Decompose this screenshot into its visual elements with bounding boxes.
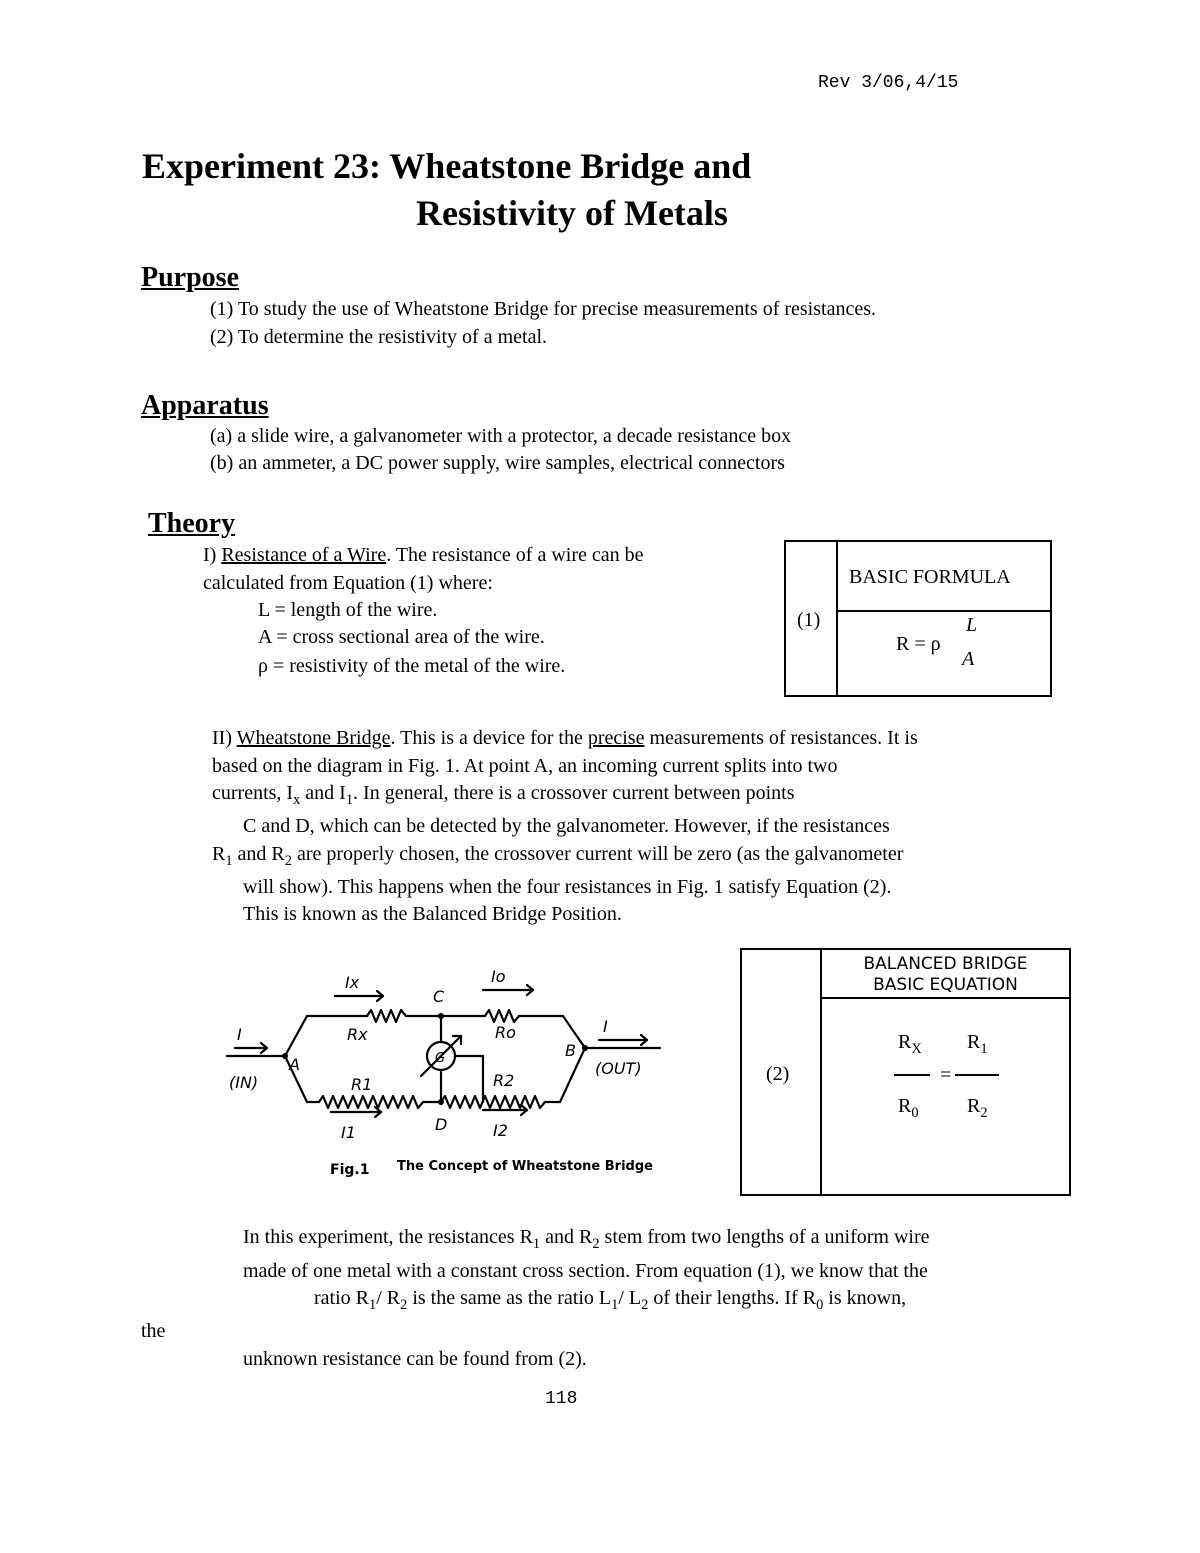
wheatstone-bridge-label: Wheatstone Bridge xyxy=(236,727,391,749)
closing-line1: In this experiment, the resistances $R_1$ and $R_2$ stem from two lengths of a uniform wire xyxy=(243,1226,930,1253)
resistor-r1 xyxy=(319,1096,423,1108)
label-rx: Rx xyxy=(347,1025,368,1044)
theory-part2-line7: This is known as the Balanced Bridge Position. xyxy=(243,903,622,925)
resistance-of-wire-label: Resistance of a Wire xyxy=(221,544,387,566)
closing-line2: made of one metal with a constant cross section. From equation (1), we know that the xyxy=(243,1260,928,1282)
formula1-header: BASIC FORMULA xyxy=(849,566,1011,588)
label-g: G xyxy=(435,1051,446,1066)
label-in: (IN) xyxy=(229,1073,259,1092)
def-area: A = cross sectional area of the wire. xyxy=(258,626,545,648)
formula1-denominator: A xyxy=(962,648,975,670)
label-r1: R1 xyxy=(351,1075,373,1094)
label-i-in: I xyxy=(237,1025,242,1044)
precise-word: precise xyxy=(587,727,645,749)
eq-equals: = xyxy=(940,1064,952,1086)
label-ro: Ro xyxy=(495,1023,516,1042)
label-b: B xyxy=(565,1041,576,1060)
label-ix: Ix xyxy=(345,973,360,992)
theory-part2-line3: currents, $I_x$ and $I_1$. In general, there is a crossover current between points xyxy=(212,782,795,809)
wheatstone-bridge-figure xyxy=(215,960,675,1185)
eq-r0: $R_0$ xyxy=(898,1095,919,1122)
label-a: A xyxy=(289,1055,300,1074)
basic-formula-box xyxy=(784,540,1052,697)
theory-part2-line2: based on the diagram in Fig. 1. At point A, an incoming current splits into two xyxy=(212,755,838,777)
eq-r2: $R_2$ xyxy=(967,1095,988,1122)
page-title-line2: Resistivity of Metals xyxy=(416,193,728,233)
apparatus-heading: Apparatus xyxy=(141,390,269,421)
label-d: D xyxy=(435,1115,448,1134)
formula2-header-line1: BALANCED BRIDGE xyxy=(863,954,1028,974)
resistor-ro xyxy=(485,1010,519,1022)
eq-fraction-bar-right xyxy=(955,1074,999,1076)
closing-line4: unknown resistance can be found from (2). xyxy=(243,1348,587,1370)
formula1-divider xyxy=(836,540,838,697)
resistor-rx xyxy=(367,1010,406,1022)
formula2-header-rule xyxy=(820,997,1071,999)
label-i-out: I xyxy=(603,1017,608,1036)
apparatus-item-b: (b) an ammeter, a DC power supply, wire samples, electrical connectors xyxy=(210,452,785,474)
purpose-item-1: (1) To study the use of Wheatstone Bridge for precise measurements of resistances. xyxy=(210,298,876,320)
theory-heading: Theory xyxy=(148,508,236,539)
theory-part1-line1: I) Resistance of a Wire. The resistance of a wire can be xyxy=(203,544,644,566)
closing-stray-word: the xyxy=(141,1320,166,1342)
formula2-header-line2: BASIC EQUATION xyxy=(873,975,1018,995)
def-resistivity: ρ = resistivity of the metal of the wire. xyxy=(258,655,566,677)
purpose-heading: Purpose xyxy=(141,262,239,293)
theory-part1-line2: calculated from Equation (1) where: xyxy=(203,572,493,594)
theory-part2-line6: will show). This happens when the four resistances in Fig. 1 satisfy Equation (2). xyxy=(243,876,892,898)
eq-rx: $R_X$ xyxy=(898,1031,922,1058)
theory-part2-line4: C and D, which can be detected by the galvanometer. However, if the resistances xyxy=(243,815,890,837)
page-title-line1: Experiment 23: Wheatstone Bridge and xyxy=(142,146,752,186)
formula1-header-rule xyxy=(836,610,1052,612)
formula1-lhs: R = ρ xyxy=(896,633,941,655)
formula2-number: (2) xyxy=(766,1063,790,1085)
eq-fraction-bar-left xyxy=(894,1074,930,1076)
def-length: L = length of the wire. xyxy=(258,599,438,621)
purpose-item-2: (2) To determine the resistivity of a metal. xyxy=(210,326,548,348)
theory-part2-line5: $R_1$ and $R_2$ are properly chosen, the crossover current will be zero (as the galvanometer xyxy=(212,843,904,870)
figure-caption-label: Fig.1 xyxy=(330,1162,370,1178)
wire-a-top xyxy=(285,1016,307,1056)
label-io: Io xyxy=(491,967,506,986)
closing-line3: ratio $R_1/$ $R_2$ is the same as the ratio $L_1/$ $L_2$ of their lengths. If $R_0$ is known, xyxy=(314,1287,907,1314)
label-r2: R2 xyxy=(493,1071,515,1090)
formula1-numerator: L xyxy=(966,614,978,636)
revision-label: Rev 3/06,4/15 xyxy=(818,73,959,93)
apparatus-item-a: (a) a slide wire, a galvanometer with a protector, a decade resistance box xyxy=(210,425,792,447)
eq-r1: $R_1$ xyxy=(967,1031,988,1058)
page-number: 118 xyxy=(545,1389,578,1409)
figure-caption-text: The Concept of Wheatstone Bridge xyxy=(397,1159,653,1174)
label-out: (OUT) xyxy=(595,1059,642,1078)
label-c: C xyxy=(433,987,445,1006)
label-i1: I1 xyxy=(341,1123,356,1142)
label-i2: I2 xyxy=(493,1121,508,1140)
theory-part2-line1: II) Wheatstone Bridge. This is a device for the precise measurements of resistances. It is xyxy=(212,727,918,749)
resistor-r2 xyxy=(441,1096,545,1108)
formula1-number: (1) xyxy=(797,609,821,631)
